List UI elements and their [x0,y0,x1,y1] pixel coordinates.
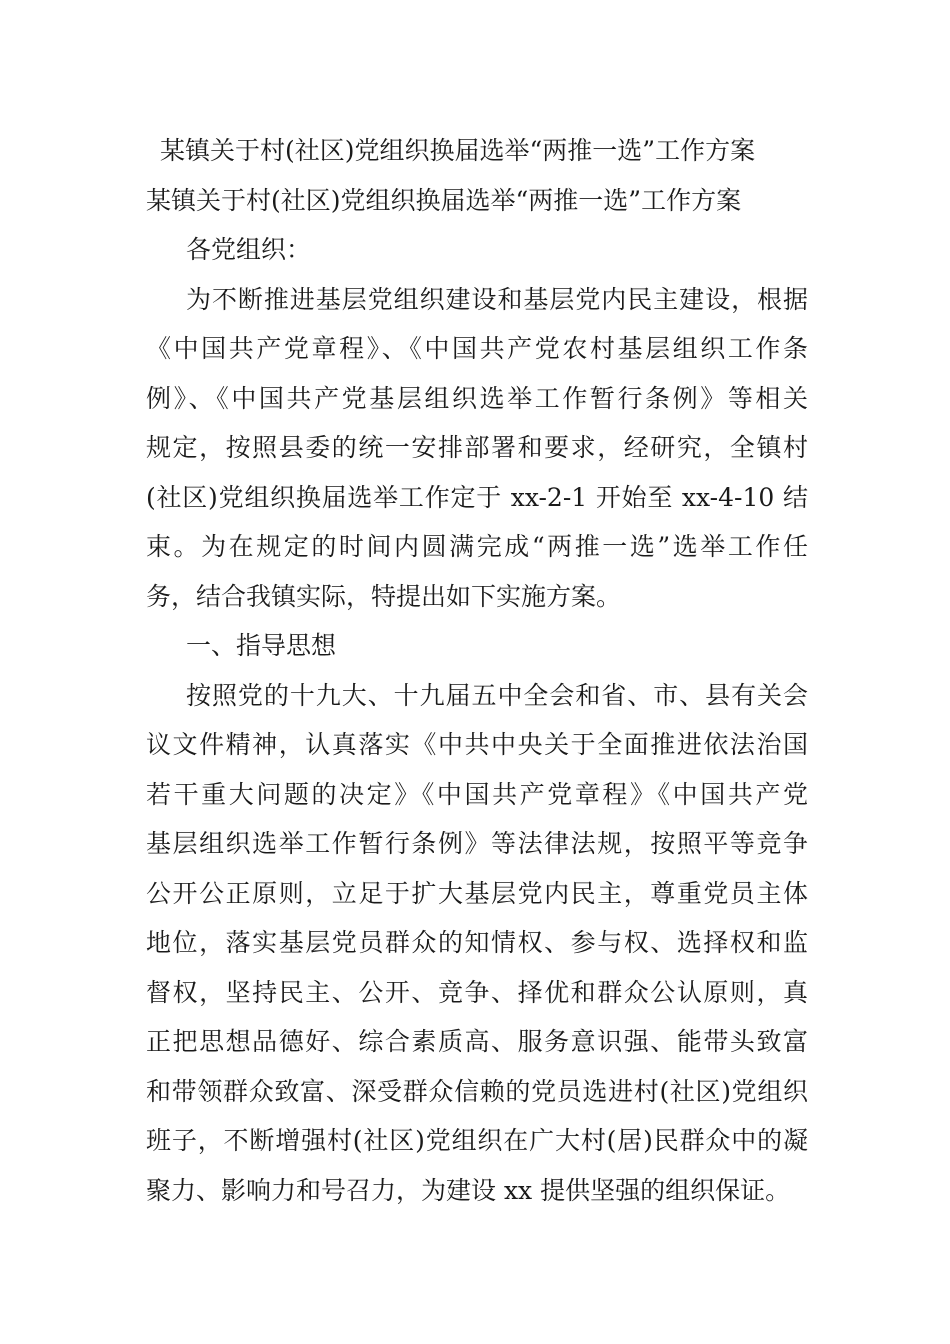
guiding-thought-paragraph [146,671,808,1216]
salutation: 各党组织： [186,235,312,264]
paragraph-line: 束。为在规定的时间内圆满完成“两推一选”选举工作任 [146,532,808,561]
paragraph-line: 基层组织选举工作暂行条例》等法律法规，按照平等竞争 [146,829,808,858]
paragraph-line: 若干重大问题的决定》《中国共产党章程》《中国共产党 [146,779,808,809]
intro-paragraph [146,275,808,622]
section-heading-guiding-thought: 一、指导思想 [186,631,337,660]
paragraph-line: 聚力、影响力和号召力，为建设 xx 提供坚强的组织保证。 [146,1175,791,1205]
paragraph-line: 和带领群众致富、深受群众信赖的党员选进村(社区)党组织 [146,1076,808,1106]
paragraph-line: 规定，按照县委的统一安排部署和要求，经研究，全镇村 [146,433,808,462]
paragraph-line: (社区)党组织换届选举工作定于 xx-2-1 开始至 xx-4-10 结 [146,482,808,512]
paragraph-line: 公开公正原则，立足于扩大基层党内民主，尊重党员主体 [146,878,808,908]
paragraph-line: 务，结合我镇实际，特提出如下实施方案。 [146,581,622,611]
paragraph-line: 正把思想品德好、综合素质高、服务意识强、能带头致富 [146,1027,808,1056]
paragraph-line: 班子，不断增强村(社区)党组织在广大村(居)民群众中的凝 [146,1126,808,1155]
document-title-repeat: 某镇关于村(社区)党组织换届选举“两推一选”工作方案 [160,136,756,165]
paragraph-line: 督权，坚持民主、公开、竞争、择优和群众公认原则，真 [146,977,808,1007]
paragraph-line: 例》、《中国共产党基层组织选举工作暂行条例》等相关 [146,383,808,413]
document-body [146,126,808,1215]
paragraph-line: 地位，落实基层党员群众的知情权、参与权、选择权和监 [146,928,808,957]
paragraph-line: 议文件精神，认真落实《中共中央关于全面推进依法治国 [146,730,808,759]
document-title: 某镇关于村(社区)党组织换届选举“两推一选”工作方案 [146,185,742,215]
paragraph-line: 按照党的十九大、十九届五中全会和省、市、县有关会 [186,680,808,710]
paragraph-line: 《中国共产党章程》、《中国共产党农村基层组织工作条 [146,334,808,363]
paragraph-line: 为不断推进基层党组织建设和基层党内民主建设，根据 [186,284,808,314]
